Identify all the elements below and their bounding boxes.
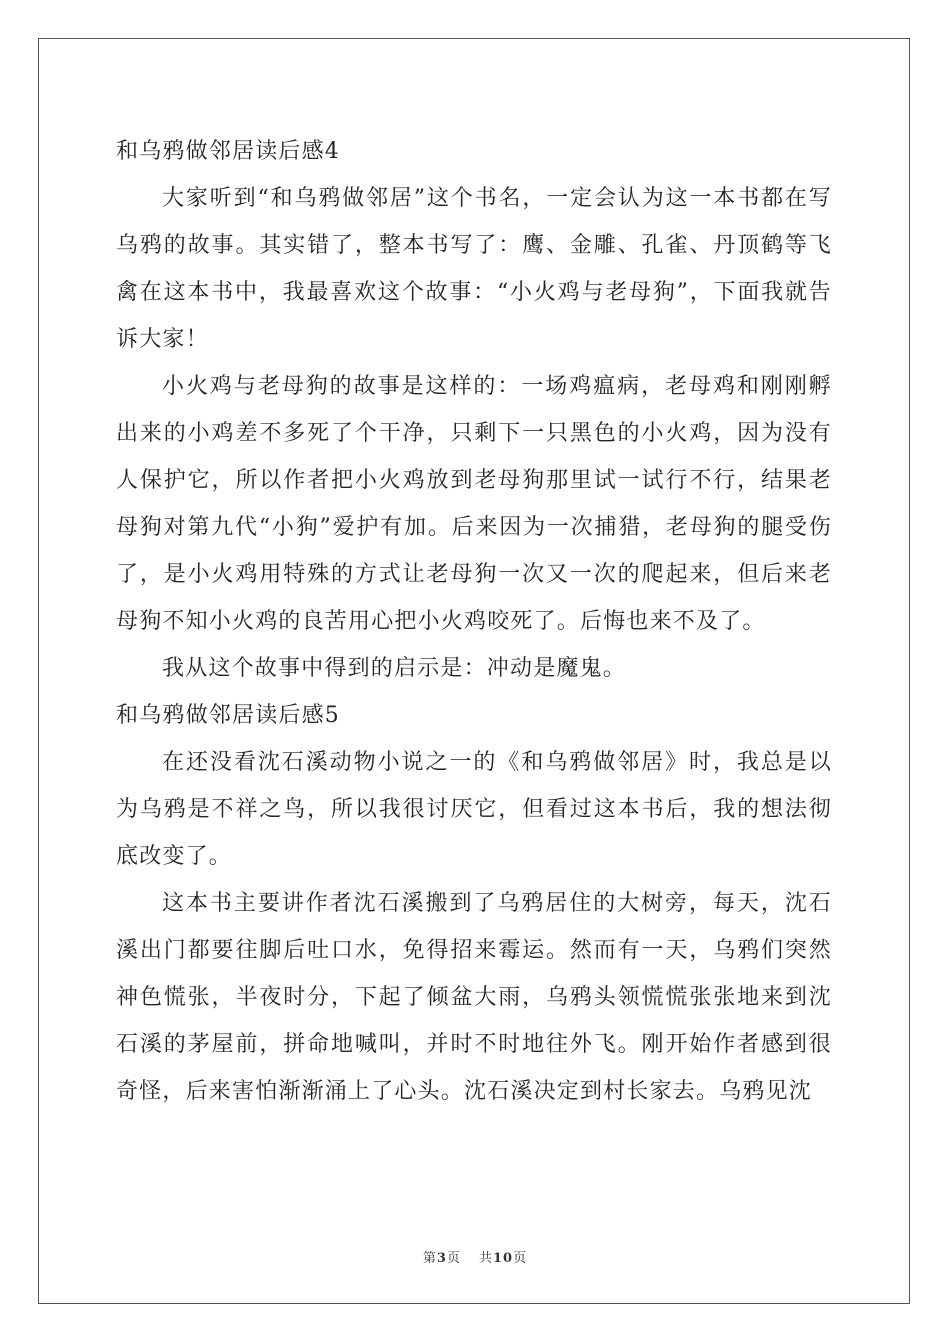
paragraph: 小火鸡与老母狗的故事是这样的：一场鸡瘟病，老母鸡和刚刚孵出来的小鸡差不多死了个干净，只剩下一只黑色的小火鸡，因为没有人保护它，所以作者把小火鸡放到老母狗那里试一试行不行，结果老母狗对第九代“小狗”爱护有加。后来因为一次捕猎，老母狗的腿受伤了，是小火鸡用特殊的方式让老母狗一次又一次的爬起来，但后来老母狗不知小火鸡的良苦用心把小火鸡咬死了。后悔也来不及了。 (116, 374, 832, 634)
total-prefix: 共 (478, 1251, 493, 1266)
paragraph: 这本书主要讲作者沈石溪搬到了乌鸦居住的大树旁，每天，沈石溪出门都要往脚后吐口水，免得招来霉运。然而有一天，乌鸦们突然神色慌张，半夜时分，下起了倾盆大雨，乌鸦头领慌慌张张地来到沈石溪的茅屋前，拼命地喊叫，并时不时地往外飞。刚开始作者感到很奇怪，后来害怕渐渐涌上了心头。沈石溪决定到村长家去。乌鸦见沈 (116, 891, 832, 1104)
paragraph: 在还没看沈石溪动物小说之一的《和乌鸦做邻居》时，我总是以为乌鸦是不祥之鸟，所以我很讨厌它，但看过这本书后，我的想法彻底改变了。 (116, 750, 832, 869)
paragraph: 我从这个故事中得到的启示是：冲动是魔鬼。 (162, 656, 627, 681)
section-title: 和乌鸦做邻居读后感5 (116, 703, 340, 728)
total-suffix: 页 (513, 1251, 528, 1266)
section-title: 和乌鸦做邻居读后感4 (116, 139, 340, 164)
page-prefix: 第 (422, 1251, 437, 1266)
document-body (116, 128, 832, 1115)
total-pages: 10 (492, 1251, 514, 1266)
page-suffix: 页 (446, 1251, 461, 1266)
paragraph: 大家听到“和乌鸦做邻居”这个书名，一定会认为这一本书都在写乌鸦的故事。其实错了，整本书写了：鹰、金雕、孔雀、丹顶鹤等飞禽在这本书中，我最喜欢这个故事：“小火鸡与老母狗”，下面我就告诉大家！ (116, 186, 832, 352)
page-number: 3 (436, 1251, 447, 1266)
page-footer (0, 1247, 950, 1266)
